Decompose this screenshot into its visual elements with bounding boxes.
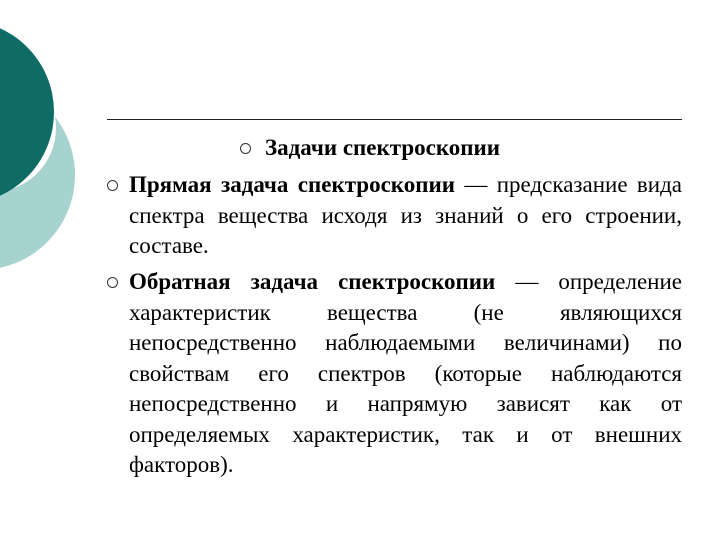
hollow-circle-bullet-icon [107, 277, 118, 288]
list-item-direct-problem [107, 170, 682, 262]
list-item-text [129, 170, 682, 262]
hollow-circle-bullet-icon [240, 143, 251, 154]
list-item-definition: — предсказание вида спектра вещества исходя из знаний о его строении, составе. [129, 172, 682, 258]
title-divider [107, 119, 682, 120]
list-item-inverse-problem [107, 267, 682, 481]
slide-title: Задачи спектроскопии [265, 135, 501, 160]
list-item-term: Прямая задача спектроскопии [129, 172, 455, 197]
slide-title-row [240, 132, 500, 164]
list-item-definition: — определение характеристик вещества (не являющихся непосредственно наблюдаемыми величинами) по свойствам его спектров (которые наблюдаются непосредственно и напрямую зависят как от определяемых характеристик, так и от внешних факторов). [129, 269, 683, 477]
list-item-term: Обратная задача спектроскопии [129, 269, 496, 294]
list-item-text [129, 267, 682, 481]
hollow-circle-bullet-icon [107, 180, 118, 191]
decorative-circles [0, 0, 120, 300]
